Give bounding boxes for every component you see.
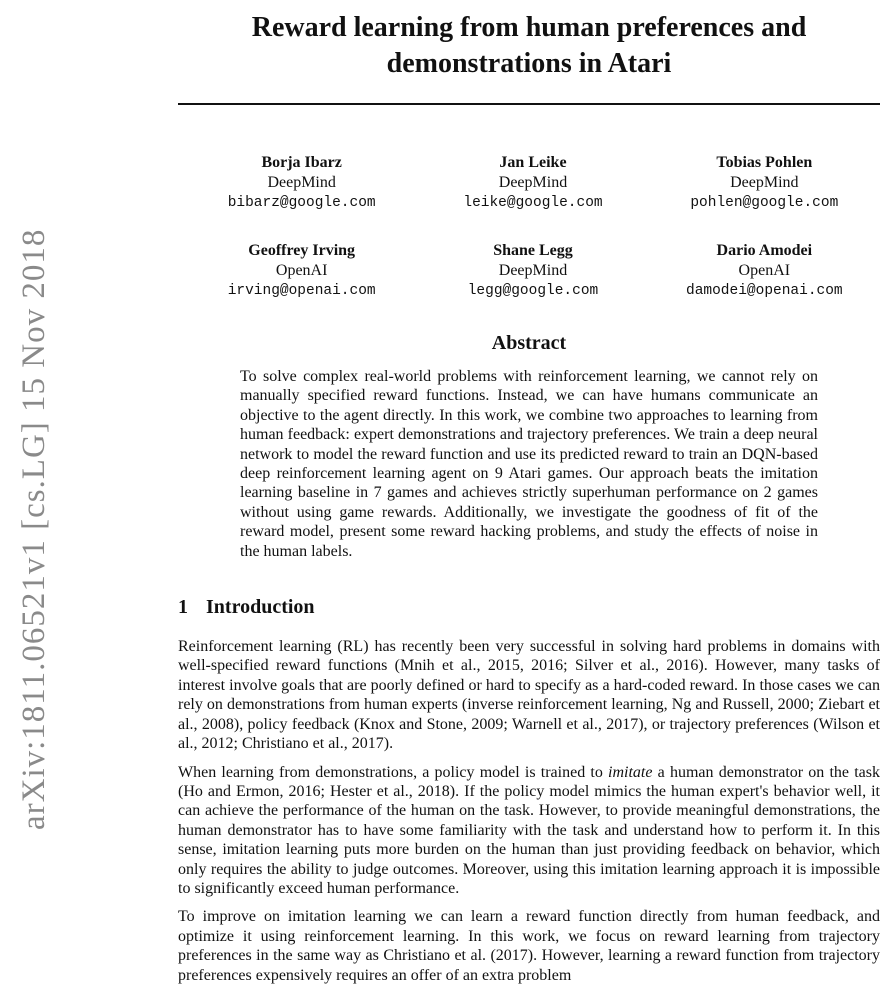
abstract-heading: Abstract — [491, 332, 567, 354]
author-email: pohlen@google.com — [690, 195, 839, 211]
intro-paragraph-2 — [178, 763, 880, 899]
arxiv-identifier: arXiv:1811.06521v1 [cs.LG] 15 Nov 2018 — [16, 228, 52, 830]
section-heading — [178, 595, 880, 619]
intro-paragraph-1: Reinforcement learning (RL) has recently been very successful in solving hard problems in domains with well-specified reward functions (Mnih et al., 2015, 2016; Silver et al., 2016). However, many tasks of interest involve goals that are poorly defined or hard to specify as a hard-coded reward. In those cases we can rely on demonstrations from human experts (inverse reinforcement learning, Ng and Russell, 2000; Ziebart et al., 2008), policy feedback (Knox and Stone, 2009; Warnell et al., 2017), or trajectory preferences (Wilson et al., 2012; Christiano et al., 2017). — [178, 638, 880, 753]
author-card — [649, 241, 880, 301]
author-email: damodei@openai.com — [686, 283, 843, 299]
section-title: Introduction — [206, 596, 315, 619]
intro-paragraph-3: To improve on imitation learning we can learn a reward function directly from human feedback, and optimize it using reinforcement learning. In this work, we focus on reward learning from trajectory preferences in the same way as Christiano et al. (2017). However, learning a reward function from trajectory preferences expensively requires an offer of an extra problem — [178, 908, 880, 984]
paper-title: Reward learning from human preferences and demonstrations in Atari — [251, 12, 807, 79]
author-card — [649, 153, 880, 213]
author-name: Borja Ibarz — [261, 154, 342, 171]
author-email: leike@google.com — [463, 195, 603, 211]
author-block — [178, 153, 880, 301]
author-affiliation: OpenAI — [275, 262, 328, 279]
author-email: irving@openai.com — [227, 283, 376, 299]
abstract-text: To solve complex real-world problems with reinforcement learning, we cannot rely on manually specified reward functions. Instead, we can have humans communicate an objective to the agent directly. In this work, we combine two approaches to learning from human feedback: expert demonstrations and trajectory preferences. We train a deep neural network to model the reward function and use its predicted reward to train an DQN-based deep reinforcement learning agent on 9 Atari games. Our approach beats the imitation learning baseline in 7 games and achieves strictly superhuman performance on 2 games without using game rewards. Additionally, we investigate the goodness of fit of the reward model, present some reward hacking problems, and study the effects of noise in the human labels. — [240, 368, 818, 560]
author-affiliation: DeepMind — [267, 174, 336, 191]
author-name: Jan Leike — [499, 154, 567, 171]
paragraph-text: When learning from demonstrations, a policy model is trained to — [178, 763, 609, 781]
author-card — [186, 241, 417, 301]
author-name: Shane Legg — [493, 242, 573, 259]
paper-page — [178, 0, 880, 985]
author-name: Geoffrey Irving — [248, 242, 356, 259]
author-affiliation: OpenAI — [738, 262, 791, 279]
author-name: Tobias Pohlen — [716, 154, 813, 171]
section-number: 1 — [178, 596, 188, 619]
title-rule — [178, 103, 880, 105]
author-email: legg@google.com — [467, 283, 599, 299]
author-affiliation: DeepMind — [498, 174, 568, 191]
author-email: bibarz@google.com — [227, 195, 376, 211]
author-affiliation: DeepMind — [498, 262, 568, 279]
emphasized-word: imitate — [608, 763, 653, 781]
author-card — [186, 153, 417, 213]
author-affiliation: DeepMind — [730, 174, 799, 191]
author-name: Dario Amodei — [716, 242, 813, 259]
author-card — [417, 153, 648, 213]
author-card — [417, 241, 648, 301]
paragraph-text: a human demonstrator on the task (Ho and Ermon, 2016; Hester et al., 2018). If the policy model mimics the human expert's behavior well, it can achieve the performance of the human on the task. However, to provide meaningful demonstrations, the human demonstrator has to have some familiarity with the task and understand how to perform it. In this sense, imitation learning puts more burden on the human than just providing feedback on behavior, which only requires the ability to judge outcomes. Moreover, using this imitation learning approach it is impossible to significantly exceed human performance. — [178, 763, 881, 897]
